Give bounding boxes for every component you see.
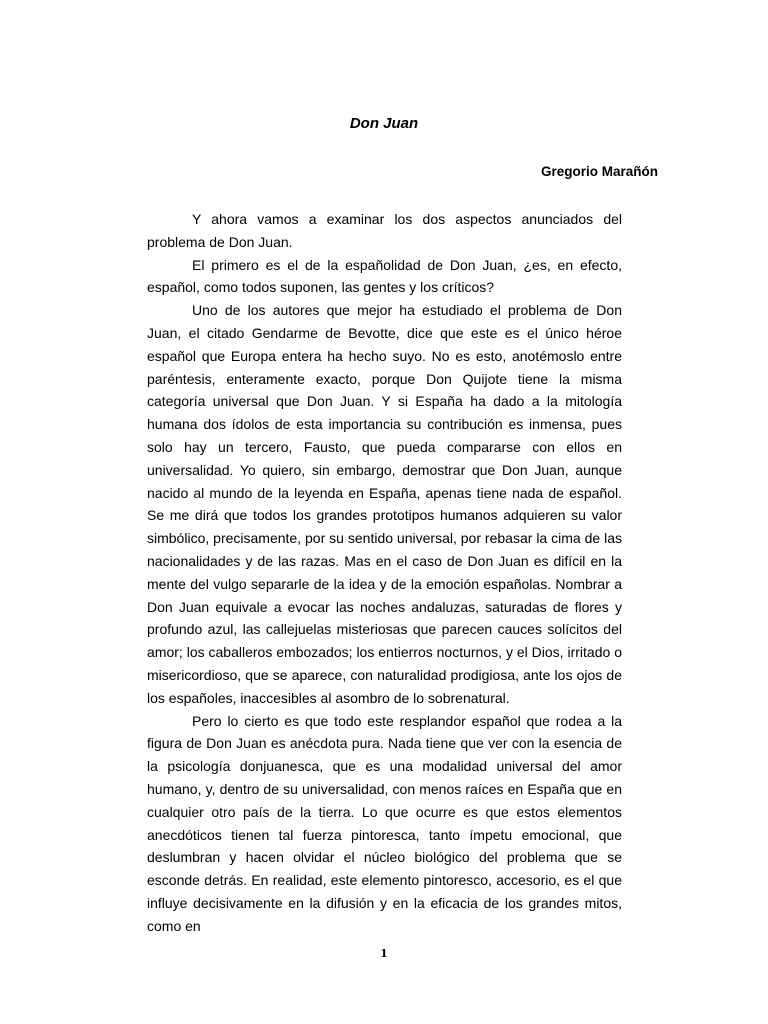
- body-text: [147, 208, 622, 938]
- document-title: Don Juan: [349, 115, 419, 132]
- paragraph: Pero lo cierto es que todo este resplandor español que rodea a la figura de Don Juan es anécdota pura. Nada tiene que ver con la esencia de la psicología donjuanesca, que es una modalidad universal del amor humano, y, dentro de su universalidad, con menos raíces en España que en cualquier otro país de la tierra. Lo que ocurre es que estos elementos anecdóticos tienen tal fuerza pintoresca, tanto ímpetu emocional, que deslumbran y hacen olvidar el núcleo biológico del problema que se esconde detrás. En realidad, este elemento pintoresco, accesorio, es el que influye decisivamente en la difusión y en la eficacia de los grandes mitos, como en: [147, 712, 622, 934]
- paragraph: Uno de los autores que mejor ha estudiado el problema de Don Juan, el citado Gendarme de Bevotte, dice que este es el único héroe español que Europa entera ha hecho suyo. No es esto, anotémoslo entre paréntesis, enteramente exacto, porque Don Quijote tiene la misma categoría universal que Don Juan. Y si España ha dado a la mitología humana dos ídolos de esta importancia su contribución es inmensa, pues solo hay un tercero, Fausto, que pueda compararse con ellos en universalidad. Yo quiero, sin embargo, demostrar que Don Juan, aunque nacido al mundo de la leyenda en España, apenas tiene nada de español. Se me dirá que todos los grandes prototipos humanos adquieren su valor simbólico, precisamente, por su sentido universal, por rebasar la cima de las nacionalidades y de las razas. Mas en el caso de Don Juan es difícil en la mente del vulgo separarle de la idea y de la emoción españolas. Nombrar a Don Juan equivale a evocar las noches andaluzas, saturadas de flores y profundo azul, las callejuelas misteriosas que parecen cauces solícitos del amor; los caballeros embozados; los entierros nocturnos, y el Dios, irritado o misericordioso, que se aparece, con naturalidad prodigiosa, ante los ojos de los españoles, inaccesibles al asombro de lo sobrenatural.: [147, 302, 622, 706]
- author-name: Gregorio Marañón: [540, 164, 658, 179]
- paragraph: Y ahora vamos a examinar los dos aspectos anunciados del problema de Don Juan.: [147, 211, 622, 250]
- page-number: 1: [380, 947, 388, 960]
- paragraph: El primero es el de la españolidad de Don Juan, ¿es, en efecto, español, como todos suponen, las gentes y los críticos?: [147, 256, 622, 296]
